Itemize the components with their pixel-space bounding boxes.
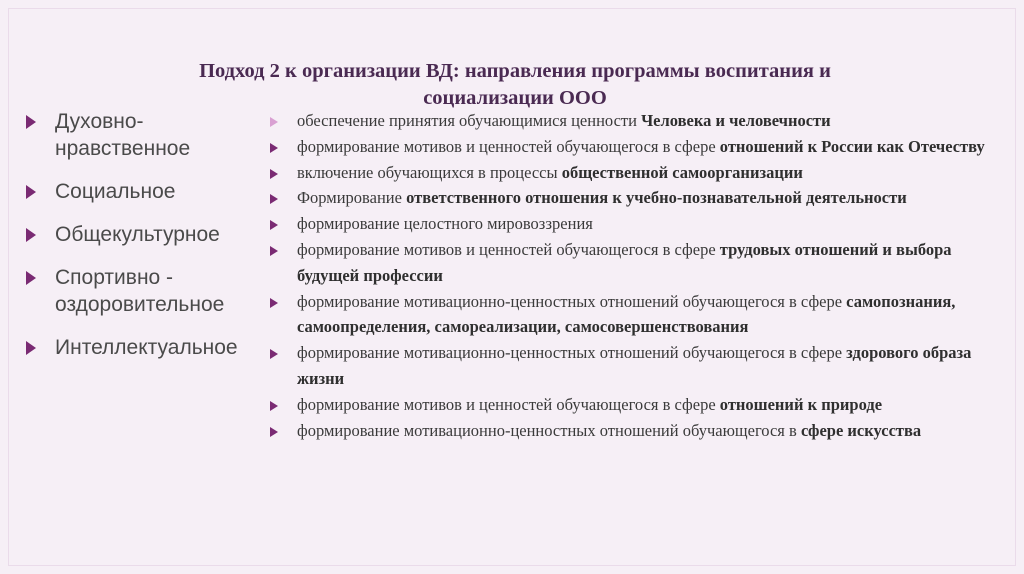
direction-label: Интеллектуальное xyxy=(55,336,238,359)
triangle-bullet-icon xyxy=(270,401,278,411)
direction-label: Спортивно - оздоровительное xyxy=(55,266,225,316)
goal-emphasis: здорового образа жизни xyxy=(297,343,972,388)
goal-item xyxy=(270,392,1015,418)
goal-text: формирование мотивов и ценностей обучающегося в сфере xyxy=(297,394,720,414)
goal-emphasis: сфере искусства xyxy=(800,420,922,440)
direction-item xyxy=(26,221,276,248)
goal-item xyxy=(270,340,1015,392)
triangle-bullet-icon xyxy=(270,427,278,437)
goal-item xyxy=(270,237,1015,289)
goal-text: формирование мотивационно-ценностных отношений обучающегося в сфере xyxy=(297,291,847,311)
triangle-bullet-icon xyxy=(270,117,278,127)
goal-text: включение обучающихся в процессы xyxy=(297,162,562,182)
triangle-bullet-icon xyxy=(26,341,36,355)
goal-item xyxy=(270,289,1015,341)
triangle-bullet-icon xyxy=(270,246,278,256)
goal-text: формирование целостного мировоззрения xyxy=(297,214,593,234)
goal-emphasis: отношений к природе xyxy=(719,394,883,414)
direction-label: Общекультурное xyxy=(55,223,220,246)
goal-item xyxy=(270,211,1015,237)
goal-item xyxy=(270,185,1015,211)
goal-item xyxy=(270,160,1015,186)
triangle-bullet-icon xyxy=(270,169,278,179)
triangle-bullet-icon xyxy=(26,115,36,129)
goal-text: обеспечение принятия обучающимися ценности xyxy=(297,111,642,130)
triangle-bullet-icon xyxy=(26,271,36,285)
goal-text: формирование мотивов и ценностей обучающегося в сфере xyxy=(297,136,720,156)
slide-title xyxy=(90,58,940,112)
title-line-1: Подход 2 к организации ВД: направления программы воспитания и xyxy=(199,60,831,82)
title-line-2: социализации ООО xyxy=(423,87,607,109)
goal-emphasis: отношений к России как Отечеству xyxy=(719,136,985,156)
goal-emphasis: трудовых отношений и выбора будущей профессии xyxy=(297,239,952,285)
goals-list xyxy=(270,108,1015,443)
goal-text: Формирование xyxy=(297,188,407,208)
goal-text: формирование мотивов и ценностей обучающегося в сфере xyxy=(297,239,720,259)
direction-label: Духовно-нравственное xyxy=(55,110,191,160)
direction-item xyxy=(26,334,276,361)
directions-list xyxy=(26,108,276,377)
triangle-bullet-icon xyxy=(270,143,278,153)
goal-emphasis: Человека и человечности xyxy=(641,111,831,130)
direction-item xyxy=(26,264,276,318)
goal-emphasis: ответственного отношения к учебно-познавательной деятельности xyxy=(406,188,907,208)
triangle-bullet-icon xyxy=(26,228,36,242)
triangle-bullet-icon xyxy=(270,220,278,230)
triangle-bullet-icon xyxy=(270,298,278,308)
triangle-bullet-icon xyxy=(26,185,36,199)
direction-item xyxy=(26,108,276,162)
direction-item xyxy=(26,178,276,205)
triangle-bullet-icon xyxy=(270,349,278,359)
goal-text: формирование мотивационно-ценностных отношений обучающегося в xyxy=(297,420,801,440)
goal-item xyxy=(270,108,1015,134)
goal-emphasis: самопознания, самоопределения, самореализации, самосовершенствования xyxy=(297,291,956,337)
goal-item xyxy=(270,134,1015,160)
triangle-bullet-icon xyxy=(270,194,278,204)
goal-text: формирование мотивационно-ценностных отношений обучающегося в сфере xyxy=(297,343,847,363)
goal-emphasis: общественной самоорганизации xyxy=(561,162,803,182)
direction-label: Социальное xyxy=(55,180,176,203)
goal-item xyxy=(270,418,1015,444)
